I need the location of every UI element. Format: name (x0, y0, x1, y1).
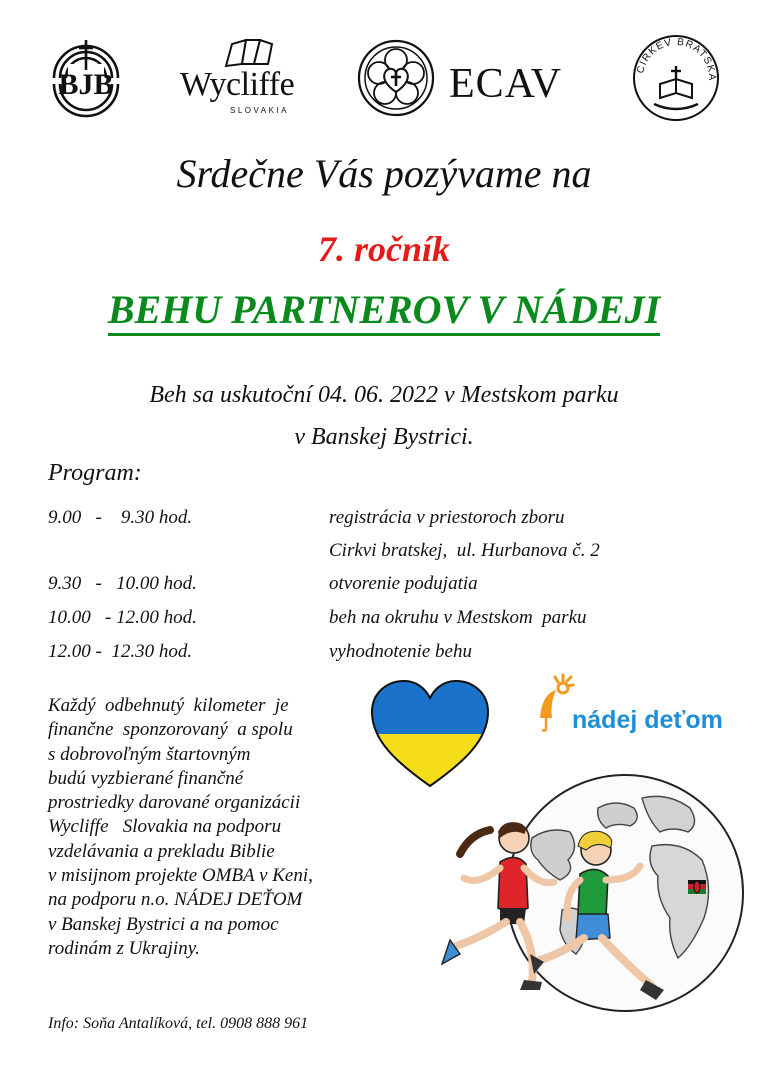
program-desc: registrácia v priestoroch zboru (329, 507, 565, 528)
program-time: 9.30 - 10.00 hod. (48, 573, 197, 594)
program-row (48, 641, 708, 671)
description-line: vzdelávania a prekladu Biblie (48, 840, 275, 862)
program-row (48, 607, 708, 637)
description-text (48, 694, 368, 961)
cb-ring-text: CIRKEV BRATSKÁ (635, 36, 718, 82)
edition-text: 7. ročník (317, 229, 450, 269)
description-line: na podporu n.o. NÁDEJ DEŤOM (48, 889, 303, 911)
wycliffe-logo (180, 38, 305, 122)
ecav-text: ECAV (449, 61, 562, 107)
description-line: v Banskej Bystrici a na pomoc (48, 913, 279, 935)
program-heading: Program: (48, 460, 142, 486)
description-line: Každý odbehnutý kilometer je (48, 695, 289, 716)
program-row (48, 540, 708, 570)
description-line: prostriedky darované organizácii (48, 792, 301, 814)
luther-rose-icon (356, 38, 436, 118)
wycliffe-name: Wycliffe (180, 66, 295, 103)
program-desc: Cirkvi bratskej, ul. Hurbanova č. 2 (329, 540, 600, 561)
event-title (0, 286, 768, 333)
bjb-mark-text: BJB (58, 68, 114, 101)
program-time: 12.00 - 12.30 hod. (48, 641, 193, 662)
program-row (48, 573, 708, 603)
program-desc: otvorenie podujatia (329, 573, 478, 594)
bjb-logo-icon (42, 32, 130, 118)
wycliffe-sub: SLOVAKIA (230, 106, 289, 115)
program-row (48, 507, 708, 537)
globe-runners-illustration-icon (420, 768, 750, 1030)
contact-info: Info: Soňa Antalíková, tel. 0908 888 961 (48, 1015, 309, 1032)
description-line: rodinám z Ukrajiny. (48, 937, 200, 959)
program-time: 9.00 - 9.30 hod. (48, 507, 193, 528)
cirkev-bratska-logo-icon (630, 32, 722, 124)
logo-row (0, 30, 768, 125)
details-line-2: v Banskej Bystrici. (294, 424, 474, 450)
description-line: s dobrovoľným štartovným (48, 743, 251, 765)
description-line: Wycliffe Slovakia na podporu (48, 816, 282, 838)
description-line: v misijnom projekte OMBA v Keni, (48, 865, 313, 887)
nadej-sun-umbrella-icon (536, 672, 576, 736)
program-time: 10.00 - 12.00 hod. (48, 607, 197, 628)
program-desc: vyhodnotenie behu (329, 641, 472, 662)
nadej-detom-logo-text: nádej deťom (572, 706, 723, 734)
description-line: finančne sponzorovaný a spolu (48, 719, 293, 741)
description-line: budú vyzbierané finančné (48, 767, 244, 789)
invitation-text: Srdečne Vás pozývame na (176, 151, 592, 196)
event-title-text: BEHU PARTNEROV V NÁDEJI (108, 287, 660, 336)
details-line-1: Beh sa uskutoční 04. 06. 2022 v Mestskom parku (149, 382, 619, 408)
open-book-icon (220, 38, 276, 68)
program-desc: beh na okruhu v Mestskom parku (329, 607, 587, 628)
